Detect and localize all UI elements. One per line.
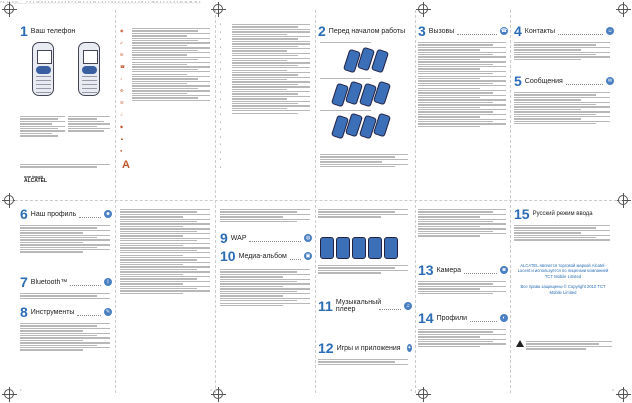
chapter-title: Перед началом работы xyxy=(328,27,406,35)
chapter-number: 6 xyxy=(20,207,28,222)
panel-chapter-1 xyxy=(20,24,112,194)
panel-chapter-2 xyxy=(318,24,412,194)
registration-mark-icon xyxy=(618,4,628,14)
crop-header: 7-1-_11_0_(1_____7_4_1_10_3_0_1_8_1_2_2_3_5_7_1_10_1_1_1_10_1_3_1_7_0_3_2_1_4_1_0_1_3_8_1_1_10_8_1_1_1_3_4_1_11_11_01_11_1 xyxy=(0,0,201,4)
panel-chapter-15 xyxy=(514,207,614,392)
chapter-title: Вызовы xyxy=(428,27,455,35)
chapter-number: 4 xyxy=(514,24,522,39)
phone-icon: ☎ xyxy=(500,28,508,34)
profile-icon: ☻ xyxy=(105,211,111,217)
registration-mark-icon xyxy=(4,4,14,14)
registration-mark-icon xyxy=(4,389,14,399)
chapter-number: 5 xyxy=(514,73,522,89)
chapter-title: Музыкальный плеер xyxy=(335,299,382,313)
chapter-title: Инструменты xyxy=(30,308,75,316)
panel-chapter-3 xyxy=(418,24,508,194)
chapter-number: 13 xyxy=(418,262,434,278)
trademark-notice: ALCATEL является торговой маркой Alcatel-Lucent и используется по лицензии компанией TCT Mobile Limited Все права защищены © Copyright 2010 TCT Mobile Limited xyxy=(517,263,609,295)
profiles-icon: ◐ xyxy=(500,314,508,322)
page-number: 5 xyxy=(418,388,420,392)
music-icon: ♫ xyxy=(404,302,412,310)
chapter-number: 12 xyxy=(318,340,334,356)
chapter-title: Русский режим ввода xyxy=(532,211,593,217)
chapter-number: 11 xyxy=(318,298,333,314)
panel-tools-details xyxy=(120,207,212,392)
chapter-number: 15 xyxy=(514,207,530,222)
message-icon: ✉ xyxy=(607,78,613,84)
chapter-number: 9 xyxy=(220,230,228,246)
warning-icon xyxy=(516,340,524,347)
registration-mark-icon xyxy=(418,4,428,14)
chapter-title: WAP xyxy=(230,234,247,242)
tools-icon: ✎ xyxy=(105,309,111,315)
panel-status-icons: ▪ ▪ ▪ ▪ ▪ ▪ ▪ ▪ ▪ ▪ ▪ ▪ ▪ ▪ ▪ ▪ ▪ ▪ ▪ ▪ xyxy=(220,22,312,194)
phone-front-illustration xyxy=(32,42,54,96)
page-number: 6 xyxy=(612,388,614,392)
globe-icon: ◍ xyxy=(305,235,311,241)
phone-front-illustration xyxy=(78,42,100,96)
page-number: 1 xyxy=(20,388,22,392)
panel-menu-overview: ◉ ↙ ✉ ☎ ♪ ⚙ ☰ ✓ ◆ ▲ ● A xyxy=(120,22,212,194)
chapter-number: 8 xyxy=(20,304,28,320)
page-number: 3 xyxy=(220,388,222,392)
chapter-title: Наш профиль xyxy=(30,210,77,218)
chapter-number: 2 xyxy=(318,24,326,39)
camera-icon: ◙ xyxy=(500,266,508,274)
chapter-title: Игры и приложения xyxy=(336,344,401,352)
panel-chapter-4-5 xyxy=(514,24,614,194)
chapter-number: 14 xyxy=(418,310,434,326)
chapter-number: 1 xyxy=(20,24,28,39)
bluetooth-icon: ᛒ xyxy=(104,278,112,286)
chapter-title: Камера xyxy=(436,266,462,274)
chapter-number: 7 xyxy=(20,274,28,290)
chapter-title: Профили xyxy=(436,314,468,322)
panel-chapter-6-8 xyxy=(20,207,112,392)
panel-chapter-11-12 xyxy=(318,207,412,392)
panel-chapter-13-14 xyxy=(418,207,508,392)
panel-chapter-9-10 xyxy=(220,207,312,392)
chapter-number: 10 xyxy=(220,248,236,264)
page-number: 2 xyxy=(210,388,212,392)
registration-mark-icon xyxy=(618,389,628,399)
chapter-title: Контакты xyxy=(524,27,556,35)
chapter-number: 3 xyxy=(418,24,426,39)
chapter-title: Bluetooth™ xyxy=(30,278,68,286)
chapter-title: Сообщения xyxy=(524,77,563,85)
media-icon: ▣ xyxy=(305,253,311,259)
contacts-icon: ☺ xyxy=(607,28,613,34)
page-number: 4 xyxy=(410,388,412,392)
games-icon: ✦ xyxy=(407,345,412,351)
chapter-title: Ваш телефон xyxy=(30,27,76,35)
chapter-title: Медиа-альбом xyxy=(238,252,287,260)
brand-logo: one touch ALCATEL xyxy=(24,174,47,184)
chapter-marker-icon: A xyxy=(122,159,130,171)
